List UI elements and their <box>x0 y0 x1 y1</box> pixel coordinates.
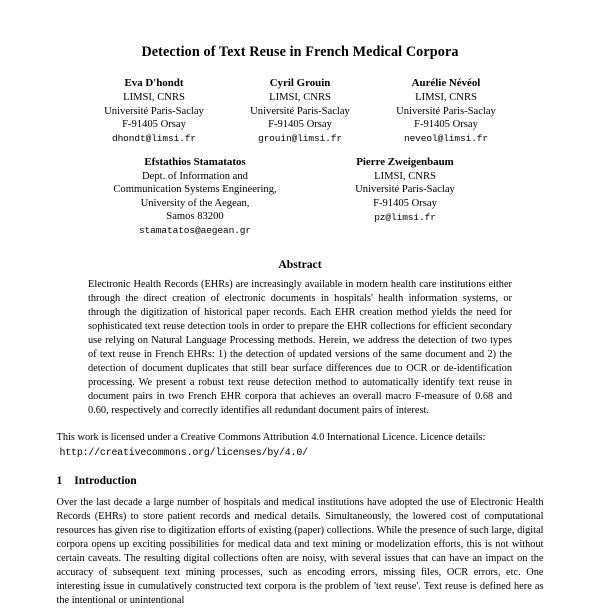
author-block <box>227 77 373 145</box>
author-name: Aurélie Névéol <box>411 77 481 90</box>
section-introduction <box>57 459 544 608</box>
author-block <box>373 77 519 145</box>
author-affiliation-line: LIMSI, CNRS <box>269 92 331 104</box>
abstract-text: Electronic Health Records (EHRs) are increasingly available in modern health care institutions either through the direct creation of electronic documents in hospitals' health information systems, or through the digitization of historical paper records. Each EHR creation method yields the need for sophisticated text reuse detection tools in order to prepare the EHR collections for efficient secondary use relying on Natural Language Processing methods. Herein, we address the detection of two types of text reuse in French EHRs: 1) the detection of updated versions of the same document and 2) the detection of document duplicates that still bear surface differences due to OCR or de-identification processing. We present a robust text reuse detection method to automatically identify text reuse in document pairs in two French EHR corpora that achieves an overall macro F-measure of 0.68 and 0.60, respectively and correctly identifies all redundant document pairs of interest. <box>88 278 512 416</box>
author-email[interactable]: grouin@limsi.fr <box>257 132 342 144</box>
abstract-section <box>88 237 512 418</box>
abstract-heading: Abstract <box>278 257 322 271</box>
author-name: Eva D'hondt <box>124 77 184 90</box>
section-paragraph: Over the last decade a large number of hospitals and medical institutions have adopted the use of Electronic Health Records (EHRs) to store patient records and medical details. Simultaneously, the lowered cost of computational resources has given rise to digitization efforts of existing (paper) collections. While the presence of such large, digital corpora opens up exciting possibilities for medical data and text mining or modelization efforts, this is not without certain caveats. The resulting digital collections often are noisy, with several issues that can have an impact on the accuracy of subsequent text mining processes, such as encoding errors, missing files, OCR errors, etc. One interesting issue in cumulatively constructed text corpora is the problem of 'text reuse'. Text reuse is defined here as the intentional or unintentional <box>56 496 544 607</box>
author-affiliation-line: Université Paris-Saclay <box>396 105 496 117</box>
author-row-1 <box>0 61 600 145</box>
author-row-2 <box>0 145 600 237</box>
author-name: Cyril Grouin <box>269 77 331 90</box>
author-affiliation-line: F-91405 Orsay <box>122 118 186 130</box>
author-affiliation-line: Communication Systems Engineering, <box>113 184 277 196</box>
author-affiliation-line: Université Paris-Saclay <box>250 105 350 117</box>
section-heading <box>57 475 544 487</box>
license-text: This work is licensed under a Creative Commons Attribution 4.0 International Licence. Licence details: <box>56 432 486 443</box>
section-title: Introduction <box>74 474 137 487</box>
license-url-link[interactable]: http://creativecommons.org/licenses/by/4.0/ <box>59 446 308 458</box>
license-notice <box>57 418 544 459</box>
author-email[interactable]: neveol@limsi.fr <box>403 132 488 144</box>
author-affiliation-line: LIMSI, CNRS <box>415 92 477 104</box>
author-affiliation-line: F-91405 Orsay <box>373 197 437 209</box>
section-number: 1 <box>56 474 63 487</box>
author-block <box>300 156 510 224</box>
author-affiliation-line: Dept. of Information and <box>142 171 248 182</box>
author-affiliation-line: Université Paris-Saclay <box>355 184 455 196</box>
author-email[interactable]: pz@limsi.fr <box>374 211 436 223</box>
author-affiliation-line: University of the Aegean, <box>140 197 250 209</box>
author-block <box>81 77 227 145</box>
author-affiliation-line: F-91405 Orsay <box>268 118 332 130</box>
author-email[interactable]: stamatatos@aegean.gr <box>138 224 252 236</box>
page-title: Detection of Text Reuse in French Medical Corpora <box>141 44 459 60</box>
author-affiliation-line: F-91405 Orsay <box>414 118 478 130</box>
author-affiliation-line: LIMSI, CNRS <box>123 92 185 104</box>
author-affiliation-line: Samos 83200 <box>166 211 224 223</box>
author-affiliation-line: LIMSI, CNRS <box>374 171 436 182</box>
author-block <box>90 156 300 237</box>
author-name: Pierre Zweigenbaum <box>356 155 454 168</box>
author-affiliation-line: Université Paris-Saclay <box>104 105 204 117</box>
author-email[interactable]: dhondt@limsi.fr <box>111 132 196 144</box>
author-name: Efstathios Stamatatos <box>144 155 246 168</box>
